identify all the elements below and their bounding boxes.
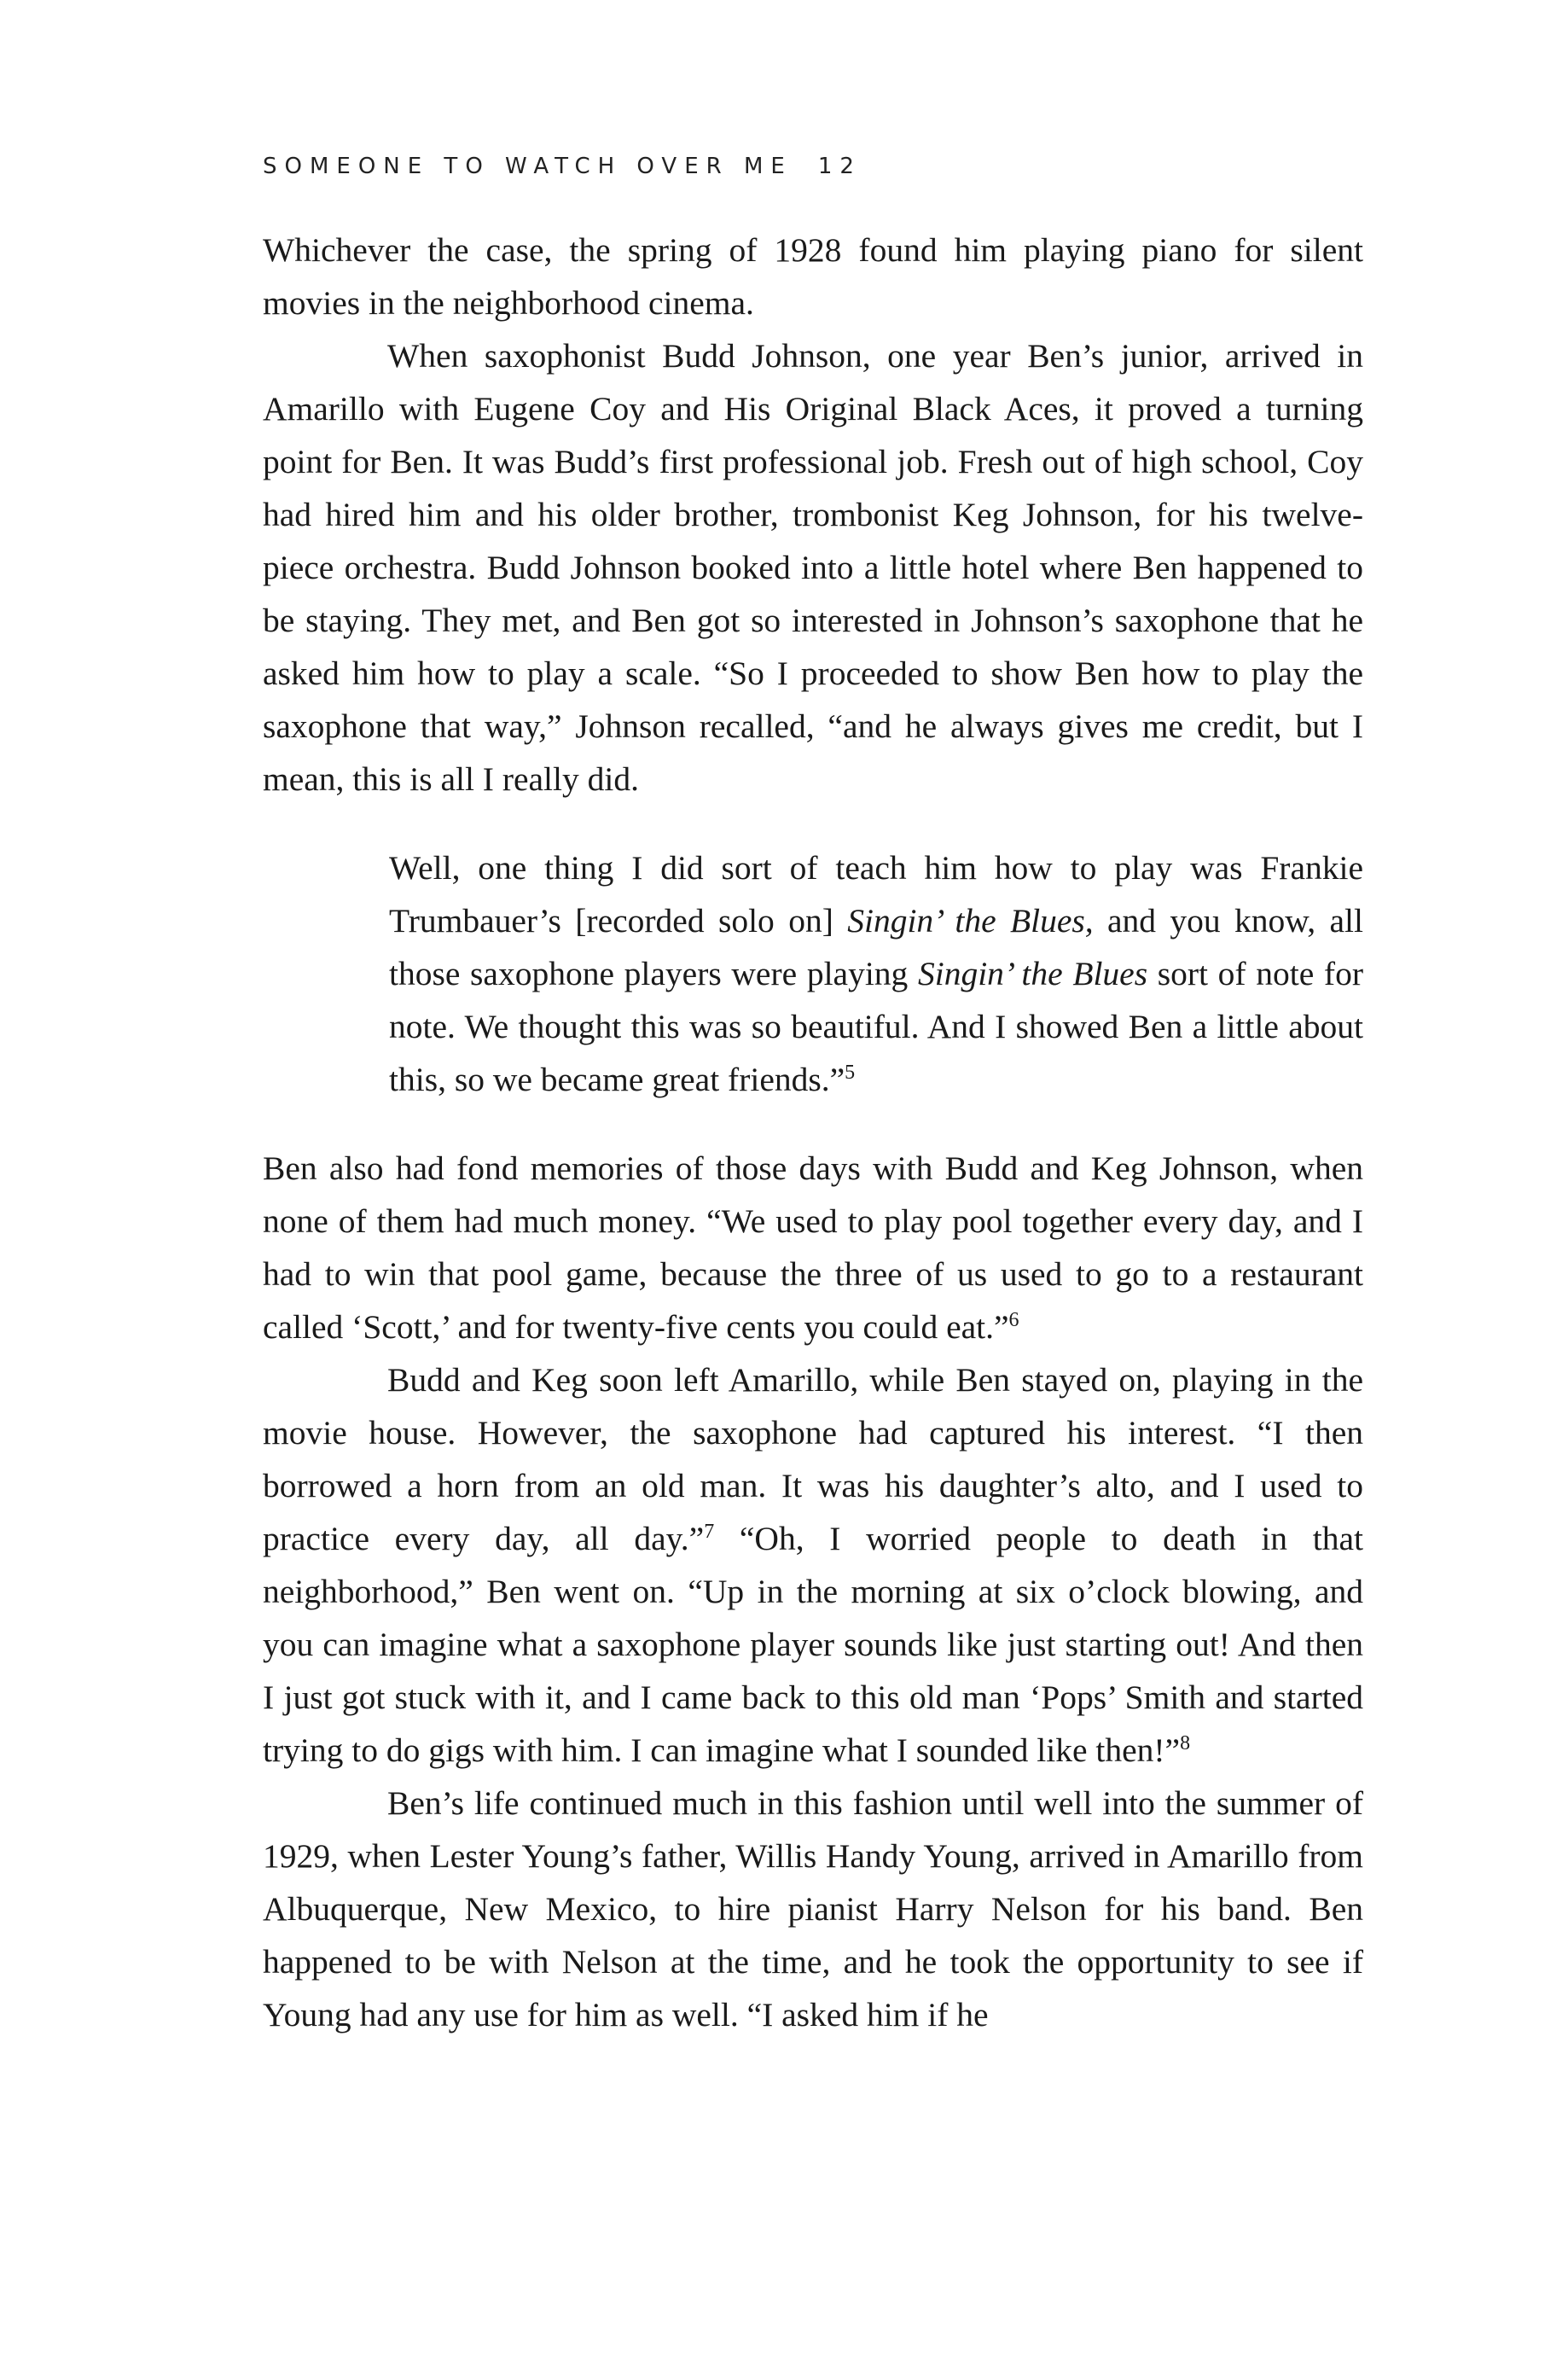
block-quote: Well, one thing I did sort of teach him how to play was Frankie Trumbauer’s [recorded solo on] Singin’ the Blues, and you know, all those saxophone players were playing Singin’ the Blues sort of note for note. We thought this was so beautiful. And I showed Ben a little about this, so we became great friends.”$^5$ xyxy=(389,849,1363,1098)
running-title: SOMEONE TO WATCH OVER ME xyxy=(263,154,793,179)
body-text xyxy=(263,224,1363,2041)
paragraph: Ben also had fond memories of those days with Budd and Keg Johnson, when none of them had much money. “We used to play pool together every day, and I had to win that pool game, because the three of us used to go to a restaurant called ‘Scott,’ and for twenty-five cents you could eat.”$^6$ xyxy=(263,1149,1363,1346)
song-title: Singin’ the Blues, xyxy=(847,902,1094,940)
paragraph: Budd and Keg soon left Amarillo, while Ben stayed on, playing in the movie house. However, the saxophone had captured his interest. “I then borrowed a horn from an old man. It was his daughter’s alto, and I used to practice every day, all day.”$^7$ “Oh, I worried people to death in that neighborhood,” Ben went on. “Up in the morning at six o’clock blowing, and you can imagine what a saxophone player sounds like just starting out! And then I just got stuck with it, and I came back to this old man ‘Pops’ Smith and started trying to do gigs with him. I can imagine what I sounded like then!”$^8$ xyxy=(263,1361,1363,1769)
footnote-ref: 8 xyxy=(1180,1731,1191,1754)
paragraph: When saxophonist Budd Johnson, one year Ben’s junior, arrived in Amarillo with Eugene Coy and His Original Black Aces, it proved a turning point for Ben. It was Budd’s first professional job. Fresh out of high school, Coy had hired him and his older brother, trombonist Keg Johnson, for his twelve-piece orchestra. Budd Johnson booked into a little hotel where Ben happened to be staying. They met, and Ben got so interested in Johnson’s saxophone that he asked him how to play a scale. “So I proceeded to show Ben how to play the saxophone that way,” Johnson recalled, “and he always gives me credit, but I mean, this is all I really did. xyxy=(263,337,1363,798)
paragraph: Whichever the case, the spring of 1928 found him playing piano for silent movies in the neighborhood cinema. xyxy=(263,231,1363,322)
song-title: Singin’ the Blues xyxy=(917,955,1148,992)
running-head xyxy=(263,154,1363,179)
footnote-ref: 5 xyxy=(845,1061,856,1084)
page-number: 12 xyxy=(817,154,862,179)
book-page xyxy=(263,154,1363,2041)
paragraph: Ben’s life continued much in this fashion until well into the summer of 1929, when Lester Young’s father, Willis Handy Young, arrived in Amarillo from Albuquerque, New Mexico, to hire pianist Harry Nelson for his band. Ben happened to be with Nelson at the time, and he took the opportunity to see if Young had any use for him as well. “I asked him if he xyxy=(263,1784,1363,2033)
footnote-ref: 6 xyxy=(1008,1308,1019,1331)
footnote-ref: 7 xyxy=(704,1520,715,1543)
